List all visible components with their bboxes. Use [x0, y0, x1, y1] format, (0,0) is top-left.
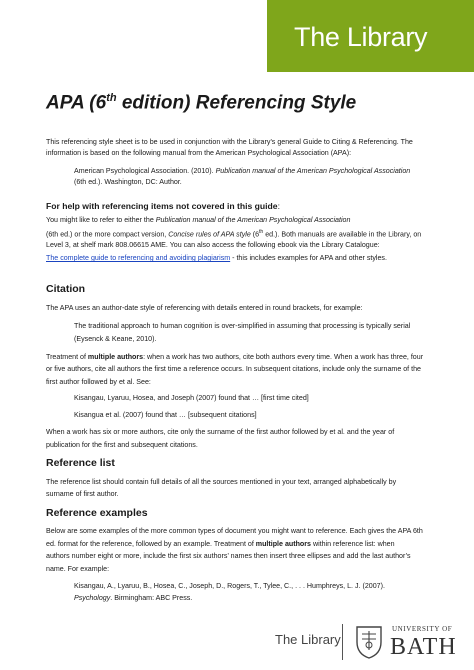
- examples-line: ed. format for the reference, followed by an example. Treatment of multiple authors within reference list: when: [46, 540, 395, 548]
- citation-line: When a work has six or more authors, cite only the surname of the first author followed by et al. and the year of: [46, 428, 395, 436]
- citation-line: publication for the first and subsequent citations.: [46, 441, 198, 449]
- reference-list-heading: Reference list: [46, 457, 115, 469]
- university-of-label: UNIVERSITY OF: [392, 625, 453, 633]
- example-reference-cont: Psychology. Birmingham: ABC Press.: [74, 594, 193, 602]
- footer-divider: [342, 624, 343, 660]
- help-heading: For help with referencing items not covered in this guide:: [46, 201, 280, 211]
- intro-line: information is based on the following manual from the American Psychological Association (APA):: [46, 149, 352, 157]
- help-line: You might like to refer to either the Publication manual of the American Psychological Association: [46, 216, 351, 224]
- examples-line: name. For example:: [46, 565, 110, 573]
- banner-title: The Library: [294, 22, 428, 52]
- bath-logo-text: BATH: [390, 634, 457, 660]
- citation-line: or five authors, cite all authors the first time a reference occurs. In subsequent citations, include only the surname of the: [46, 365, 421, 373]
- reflist-line: surname of first author.: [46, 490, 119, 498]
- help-line: The complete guide to referencing and avoiding plagiarism - this includes examples for APA and other styles.: [46, 254, 387, 262]
- quote-line: (Eysenck & Keane, 2010).: [74, 335, 157, 343]
- example-reference: Kisangau, A., Lyaruu, B., Hosea, C., Joseph, D., Rogers, T., Tylee, C., . . . Humphreys, L. J. (2007).: [74, 582, 385, 590]
- citation-line: The APA uses an author-date style of referencing with details entered in round brackets, for example:: [46, 304, 363, 312]
- help-line: Level 3, at shelf mark 808.06615 AME. You can also access the following ebook via the Library Catalogue:: [46, 241, 380, 249]
- example-line: Kisangua et al. (2007) found that … [subsequent citations]: [74, 411, 257, 419]
- quote-line: The traditional approach to human cognition is over-simplified in assuming that processing is typically serial: [74, 322, 411, 330]
- citation-heading: Citation: [46, 283, 86, 295]
- citation-line: Treatment of multiple authors: when a work has two authors, cite both authors every time. When a work has three, four: [46, 353, 424, 361]
- page-title: APA (6th edition) Referencing Style: [46, 92, 357, 114]
- intro-line: This referencing style sheet is to be used in conjunction with the Library’s general Guide to Citing & Referencing. The: [46, 138, 413, 146]
- reflist-line: The reference list should contain full details of all the sources mentioned in your text, arranged alphabetically by: [46, 478, 397, 486]
- example-line: Kisangau, Lyaruu, Hosea, and Joseph (2007) found that … [first time cited]: [74, 394, 309, 402]
- ebook-link[interactable]: The complete guide to referencing and avoiding plagiarism: [46, 254, 231, 262]
- reference-examples-heading: Reference examples: [46, 507, 148, 519]
- citation-line: first author followed by et al. See:: [46, 378, 151, 386]
- help-line: (6th ed.) or the more compact version, Concise rules of APA style (6th ed.). Both manuals are available in the Library, on: [46, 229, 422, 239]
- manual-reference-cont: (6th ed.). Washington, DC: Author.: [74, 178, 182, 186]
- examples-line: authors number eight or more, include the first six authors’ names then insert three ellipses and add the last author’s: [46, 552, 411, 560]
- examples-line: Below are some examples of the more common types of document you might want to reference. Each gives the APA 6th: [46, 527, 423, 535]
- manual-reference: American Psychological Association. (2010). Publication manual of the American Psychological Association: [74, 167, 411, 175]
- footer-library-label: The Library: [275, 632, 341, 647]
- university-crest-icon: [354, 624, 384, 660]
